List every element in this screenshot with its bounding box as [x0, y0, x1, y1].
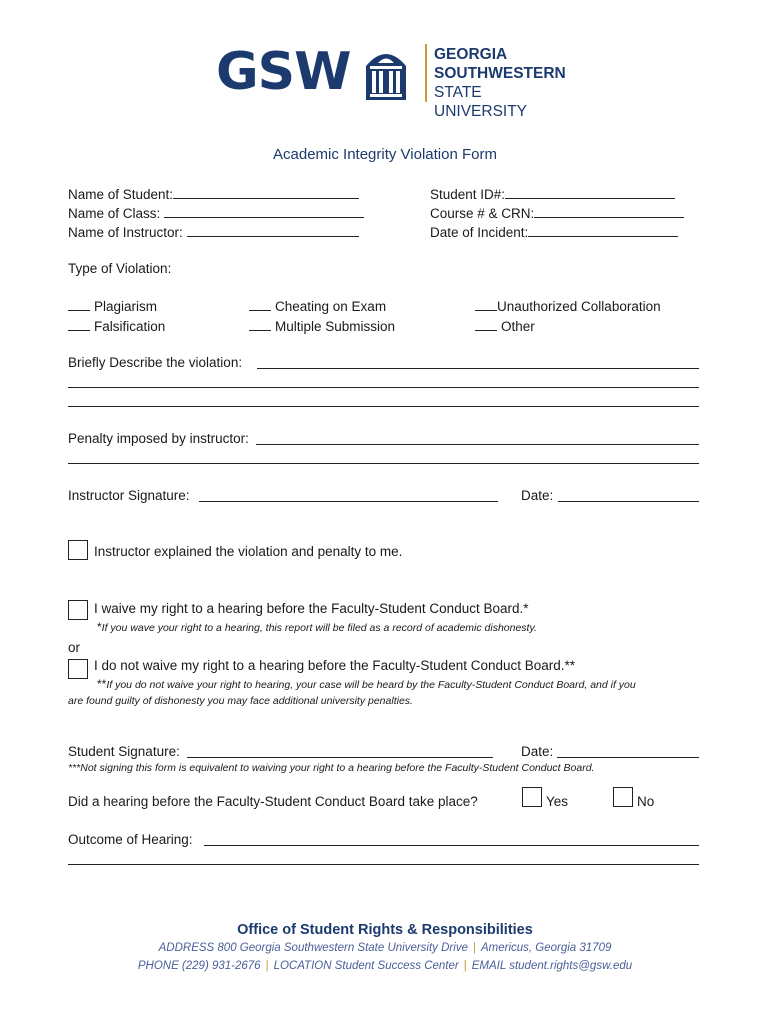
hearing-question: Did a hearing before the Faculty-Student Conduct Board take place? — [68, 794, 478, 809]
not-waive-label: I do not waive my right to a hearing before the Faculty-Student Conduct Board.** — [94, 658, 576, 673]
explained-label: Instructor explained the violation and penalty to me. — [94, 544, 403, 559]
violation-type-label: Type of Violation: — [68, 261, 172, 276]
signature-note: ***Not signing this form is equivalent to waiving your right to a hearing before the Faculty-Student Conduct Board. — [68, 762, 595, 774]
student-date-line[interactable] — [557, 757, 699, 758]
outcome-line-2[interactable] — [68, 864, 699, 865]
instructor-signature-line[interactable] — [199, 501, 498, 502]
multiple-submission-blank[interactable] — [249, 317, 271, 331]
footer-contact-line: PHONE (229) 931-2676 | LOCATION Student Success Center | EMAIL student.rights@gsw.edu — [137, 960, 633, 972]
describe-label: Briefly Describe the violation: — [68, 355, 243, 370]
describe-line-2[interactable] — [68, 387, 699, 388]
describe-line-1[interactable] — [257, 368, 699, 369]
student-signature-line[interactable] — [187, 757, 493, 758]
waive-label: I waive my right to a hearing before the Faculty-Student Conduct Board.* — [94, 601, 529, 616]
logo-divider — [425, 44, 427, 102]
not-waive-note-continued: are found guilty of dishonesty you may face additional university penalties. — [68, 695, 413, 707]
form-title: Academic Integrity Violation Form — [273, 146, 497, 163]
penalty-line-1[interactable] — [256, 444, 699, 445]
instructor-name-field[interactable] — [68, 222, 359, 242]
violation-multiple-submission[interactable]: Multiple Submission — [249, 317, 395, 336]
explained-checkbox[interactable] — [68, 540, 88, 560]
violation-cheating[interactable]: Cheating on Exam — [249, 297, 386, 316]
student-id-label: Student ID#: — [430, 187, 506, 202]
waive-note: *If you wave your right to a hearing, this report will be filed as a record of academic dishonesty. — [97, 620, 537, 634]
student-name-field[interactable] — [68, 184, 359, 204]
outcome-line-1[interactable] — [204, 845, 699, 846]
logo-university-name — [434, 45, 566, 121]
course-crn-label: Course # & CRN: — [430, 206, 535, 221]
hearing-yes-label: Yes — [546, 794, 569, 809]
logo-line-georgia: GEORGIA — [434, 46, 508, 63]
hearing-yes-checkbox[interactable] — [522, 787, 542, 807]
footer-address-line: ADDRESS 800 Georgia Southwestern State University Drive | Americus, Georgia 31709 — [158, 942, 612, 954]
footer-phone: PHONE (229) 931-2676 — [137, 960, 261, 972]
hearing-no-checkbox[interactable] — [613, 787, 633, 807]
footer-city: Americus, Georgia 31709 — [480, 942, 612, 954]
not-waive-checkbox[interactable] — [68, 659, 88, 679]
footer-email[interactable]: EMAIL student.rights@gsw.edu — [471, 960, 633, 972]
outcome-label: Outcome of Hearing: — [68, 832, 193, 847]
describe-line-3[interactable] — [68, 406, 699, 407]
violation-other[interactable]: Other — [475, 317, 535, 336]
course-crn-field[interactable] — [430, 203, 684, 223]
instructor-date-label: Date: — [521, 488, 554, 503]
instructor-signature-label: Instructor Signature: — [68, 488, 190, 503]
violation-plagiarism[interactable]: Plagiarism — [68, 297, 157, 316]
unauthorized-blank[interactable] — [475, 297, 497, 311]
plagiarism-blank[interactable] — [68, 297, 90, 311]
logo-line-southwestern: SOUTHWESTERN — [434, 65, 566, 82]
violation-unauthorized[interactable]: Unauthorized Collaboration — [475, 297, 661, 316]
logo-wordmark: GSW — [216, 42, 351, 102]
logo-line-state-university: STATE UNIVERSITY — [434, 84, 528, 120]
class-name-field[interactable] — [68, 203, 364, 223]
student-signature-label: Student Signature: — [68, 744, 180, 759]
falsification-blank[interactable] — [68, 317, 90, 331]
instructor-name-label: Name of Instructor: — [68, 225, 183, 240]
student-id-field[interactable] — [430, 184, 675, 204]
class-name-label: Name of Class: — [68, 206, 161, 221]
waive-checkbox[interactable] — [68, 600, 88, 620]
instructor-date-line[interactable] — [558, 501, 699, 502]
incident-date-field[interactable] — [430, 222, 678, 242]
incident-date-label: Date of Incident: — [430, 225, 529, 240]
penalty-label: Penalty imposed by instructor: — [68, 431, 249, 446]
violation-falsification[interactable]: Falsification — [68, 317, 165, 336]
hearing-no-label: No — [637, 794, 655, 809]
footer-address: ADDRESS 800 Georgia Southwestern State University Drive — [158, 942, 468, 954]
footer-location: LOCATION Student Success Center — [273, 960, 459, 972]
university-logo — [216, 42, 566, 120]
penalty-line-2[interactable] — [68, 463, 699, 464]
cheating-blank[interactable] — [249, 297, 271, 311]
not-waive-note: **If you do not waive your right to hearing, your case will be heard by the Faculty-Student Conduct Board, and if you — [97, 677, 636, 691]
footer-office-title: Office of Student Rights & Responsibilities — [237, 922, 533, 938]
student-date-label: Date: — [521, 744, 554, 759]
or-label: or — [68, 640, 81, 655]
building-icon — [362, 46, 410, 100]
other-blank[interactable] — [475, 317, 497, 331]
student-name-label: Name of Student: — [68, 187, 174, 202]
